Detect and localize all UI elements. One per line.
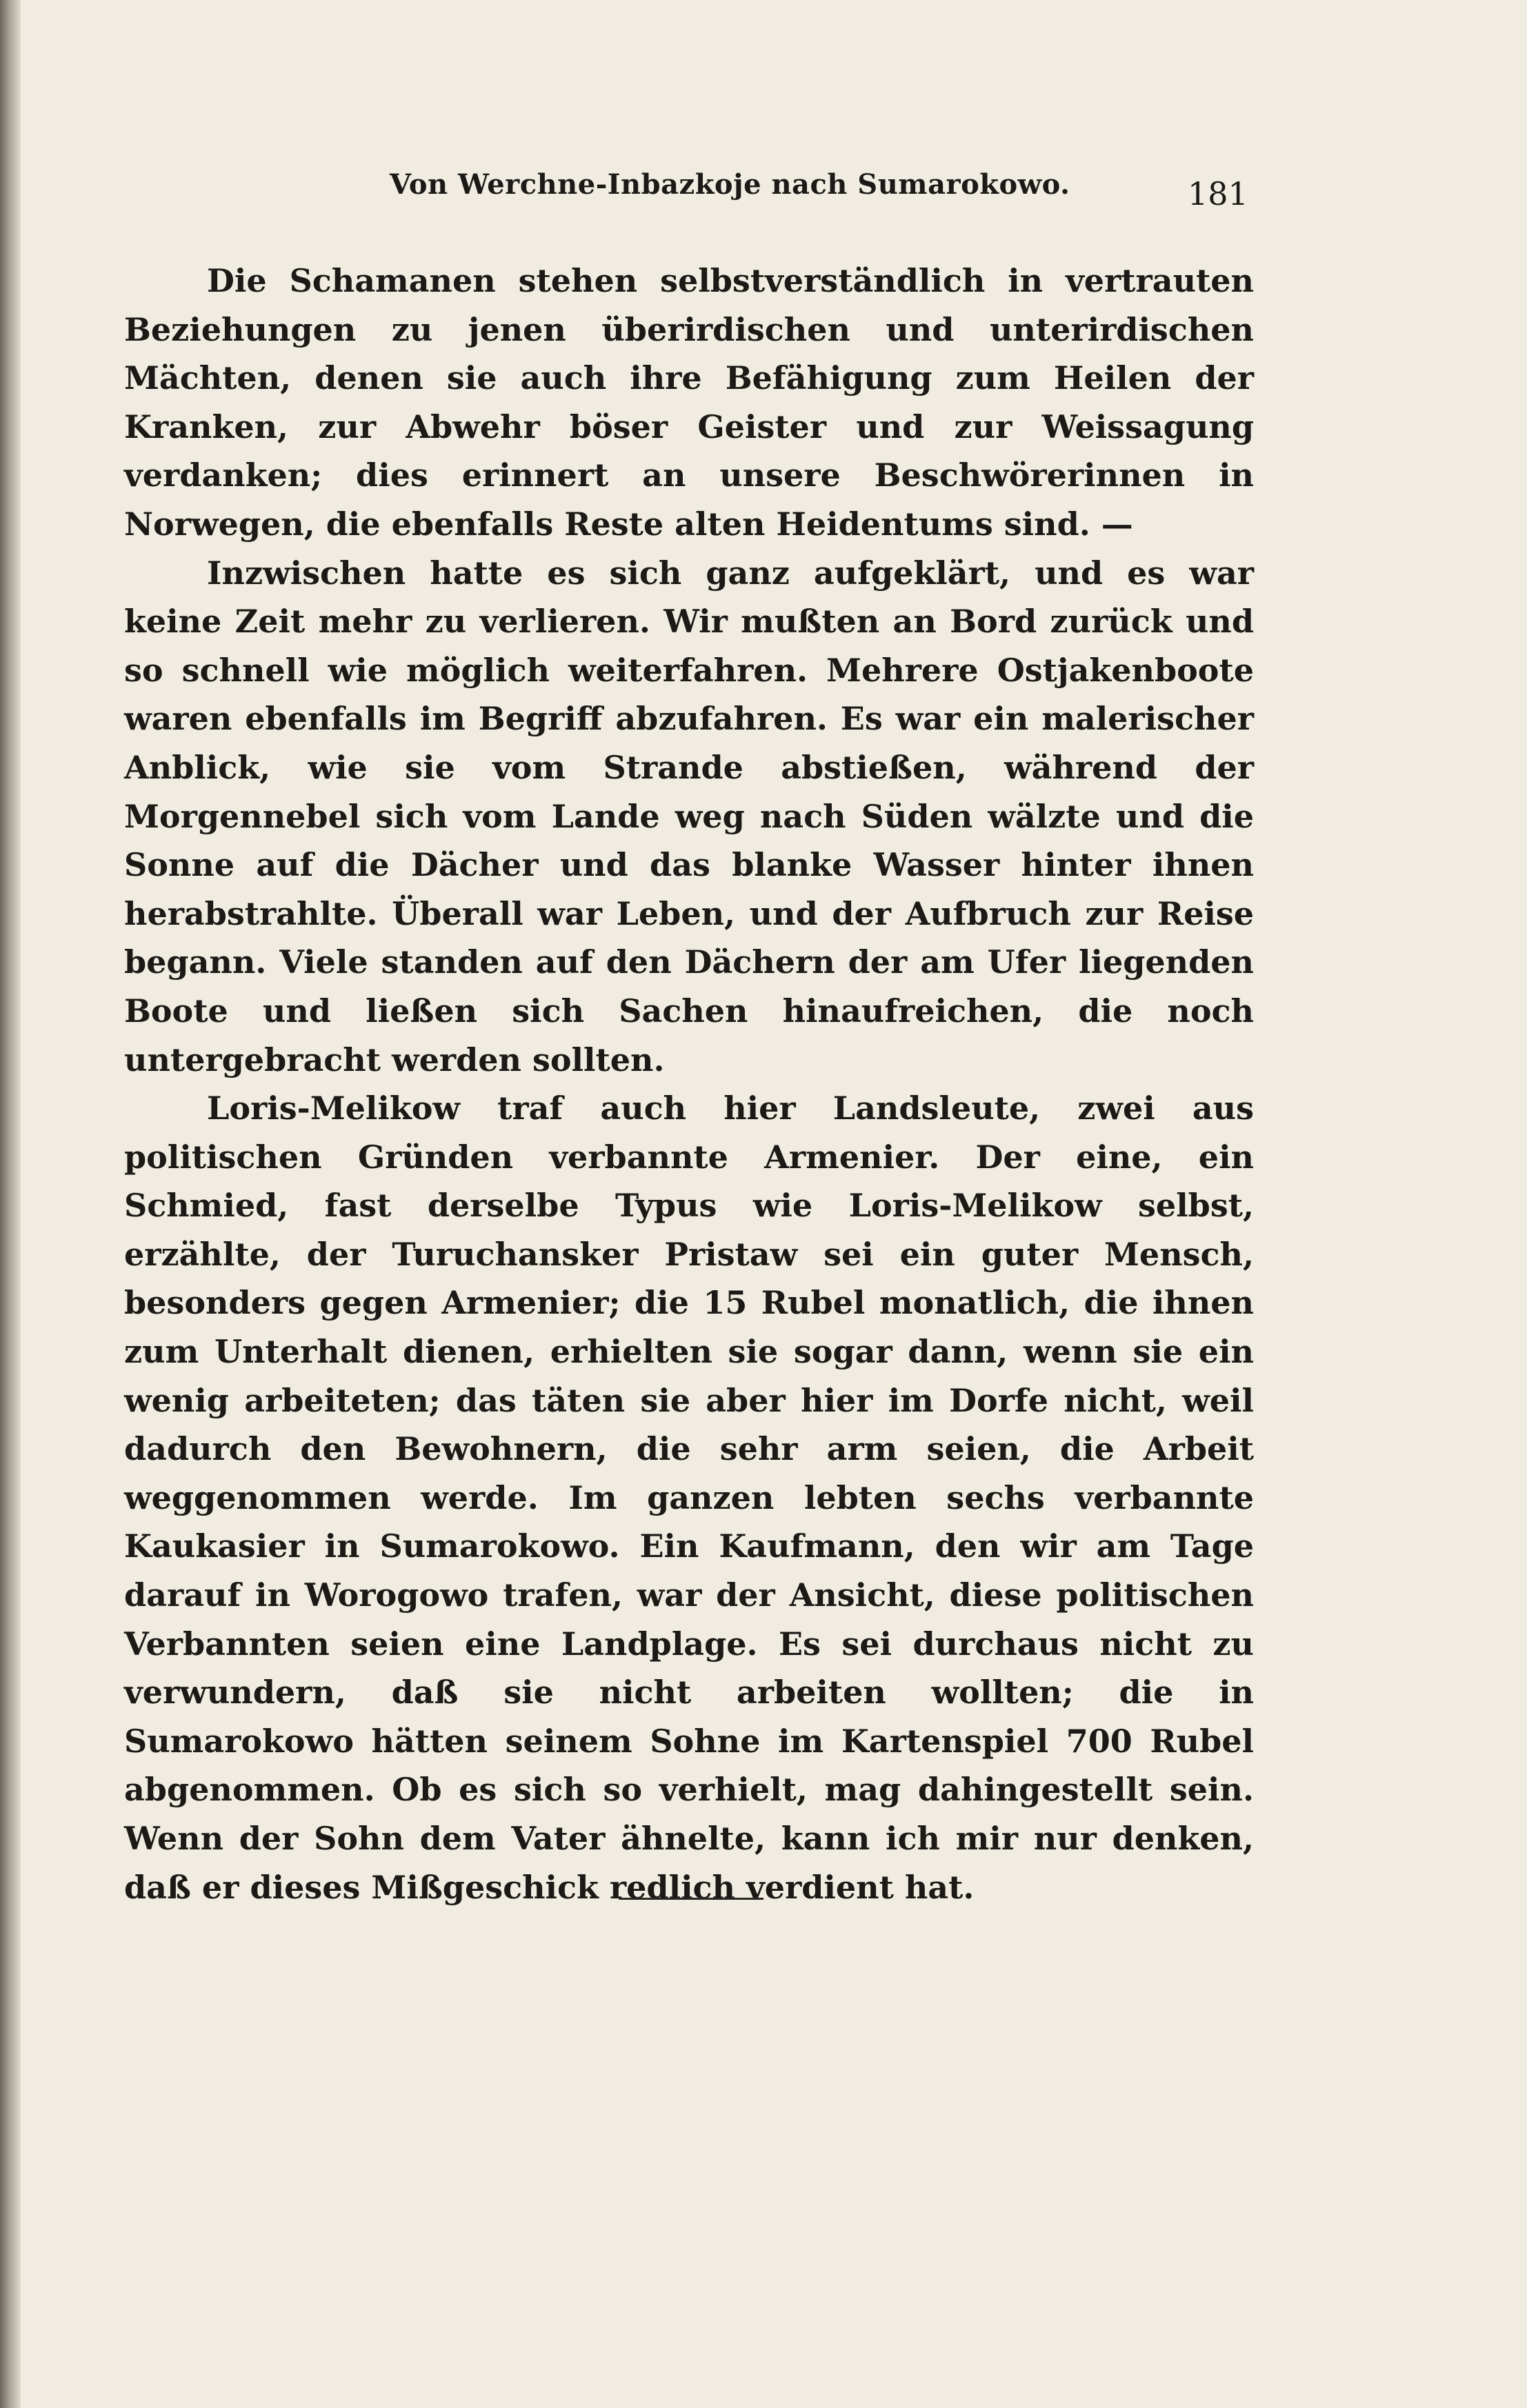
page-number: 181 [1188, 175, 1248, 212]
section-end-rule [619, 1898, 764, 1900]
paragraph: Inzwischen hatte es sich ganz aufgeklärt, und es war keine Zeit mehr zu verlieren. Wir mußten an Bord zurück und so schnell wie möglich weiterfahren. Mehrere Ostjakenboote waren ebenfalls im Begriff abzufahren. Es war ein malerischer Anblick, wie sie vom Strande abstießen, während der Morgennebel sich vom Lande weg nach Süden wälzte und die Sonne auf die Dächer und das blanke Wasser hinter ihnen herabstrahlte. Überall war Leben, und der Aufbruch zur Reise begann. Viele standen auf den Dächern der am Ufer liegenden Boote und ließen sich Sachen hinaufreichen, die noch untergebracht werden sollten. [124, 554, 1254, 1078]
running-head: Von Werchne-Inbazkoje nach Sumarokowo. [390, 168, 1070, 201]
paragraph: Die Schamanen stehen selbstverständlich in vertrauten Beziehungen zu jenen überirdischen und unterirdischen Mächten, denen sie auch ihre Befähigung zum Heilen der Kranken, zur Abwehr böser Geister und zur Weissagung verdanken; dies erinnert an unsere Beschwörerinnen in Norwegen, die ebenfalls Reste alten Heidentums sind. — [124, 262, 1254, 543]
paragraph: Loris-Melikow traf auch hier Landsleute, zwei aus politischen Gründen verbannte Armenier. Der eine, ein Schmied, fast derselbe Typus wie Loris-Melikow selbst, erzählte, der Turuchansker Pristaw sei ein guter Mensch, besonders gegen Armenier; die 15 Rubel monatlich, die ihnen zum Unterhalt dienen, erhielten sie sogar dann, wenn sie ein wenig arbeiteten; das täten sie aber hier im Dorfe nicht, weil dadurch den Bewohnern, die sehr arm seien, die Arbeit weggenommen werde. Im ganzen lebten sechs verbannte Kaukasier in Sumarokowo. Ein Kaufmann, den wir am Tage darauf in Worogowo trafen, war der Ansicht, diese politischen Verbannten seien eine Landplage. Es sei durchaus nicht zu verwundern, daß sie nicht arbeiten wollten; die in Sumarokowo hätten seinem Sohne im Kartenspiel 700 Rubel abgenommen. Ob es sich so verhielt, mag dahingestellt sein. Wenn der Sohn dem Vater ähnelte, kann ich mir nur denken, daß er dieses Mißgeschick redlich verdient hat. [124, 1090, 1254, 1906]
body-text [124, 257, 1254, 1912]
